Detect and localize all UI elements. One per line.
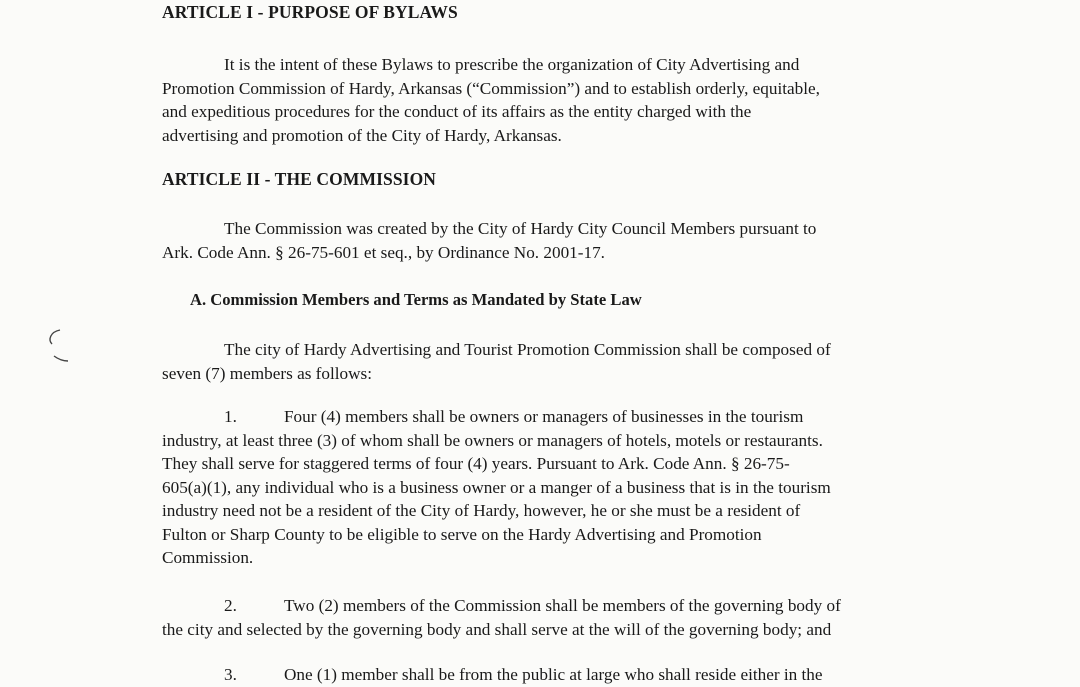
text-line: Commission.: [162, 548, 254, 567]
text-line: and expeditious procedures for the conduct of its affairs as the entity charged with the: [162, 102, 752, 121]
article-1-paragraph: [162, 53, 972, 147]
text-line: seven (7) members as follows:: [162, 363, 373, 383]
section-a-heading: A. Commission Members and Terms as Mandated by State Law: [190, 290, 642, 309]
text-line: [162, 594, 972, 618]
section-a-intro-paragraph: [162, 338, 972, 385]
list-item-1: [162, 405, 972, 570]
text-line: industry need not be a resident of the City of Hardy, however, he or she must be a resident of: [162, 501, 801, 520]
text-line: The city of Hardy Advertising and Tourist Promotion Commission shall be composed of: [224, 340, 831, 359]
article-1-heading: ARTICLE I - PURPOSE OF BYLAWS: [162, 2, 458, 22]
list-item-text: Two (2) members of the Commission shall be members of the governing body of: [284, 596, 841, 615]
text-line: the city and selected by the governing body and shall serve at the will of the governing body; and: [162, 619, 832, 639]
text-line: The Commission was created by the City of Hardy City Council Members pursuant to: [224, 219, 817, 238]
scan-margin-mark: [34, 326, 70, 370]
text-line: Fulton or Sharp County to be eligible to serve on the Hardy Advertising and Promotion: [162, 524, 762, 544]
list-item-2: [162, 594, 972, 641]
text-line: advertising and promotion of the City of Hardy, Arkansas.: [162, 125, 562, 145]
text-line: It is the intent of these Bylaws to prescribe the organization of City Advertising and: [224, 55, 800, 74]
text-line: Ark. Code Ann. § 26-75-601 et seq., by Ordinance No. 2001-17.: [162, 242, 605, 262]
list-item-text: Four (4) members shall be owners or managers of businesses in the tourism: [284, 407, 804, 426]
text-line: They shall serve for staggered terms of four (4) years. Pursuant to Ark. Code Ann. § 26-75-: [162, 454, 790, 473]
text-line: industry, at least three (3) of whom shall be owners or managers of hotels, motels or restaurants.: [162, 430, 823, 450]
list-item-number: 2.: [224, 596, 237, 615]
text-line: Promotion Commission of Hardy, Arkansas (“Commission”) and to establish orderly, equitable,: [162, 78, 820, 98]
article-2-heading: ARTICLE II - THE COMMISSION: [162, 169, 437, 189]
list-item-number: 1.: [224, 407, 237, 426]
list-item-number: 3.: [224, 665, 237, 684]
text-line: [162, 405, 972, 429]
text-line: 605(a)(1), any individual who is a business owner or a manger of a business that is in the tourism: [162, 477, 831, 497]
article-2-intro-paragraph: [162, 217, 972, 264]
list-item-text: One (1) member shall be from the public at large who shall reside either in the: [284, 665, 823, 684]
